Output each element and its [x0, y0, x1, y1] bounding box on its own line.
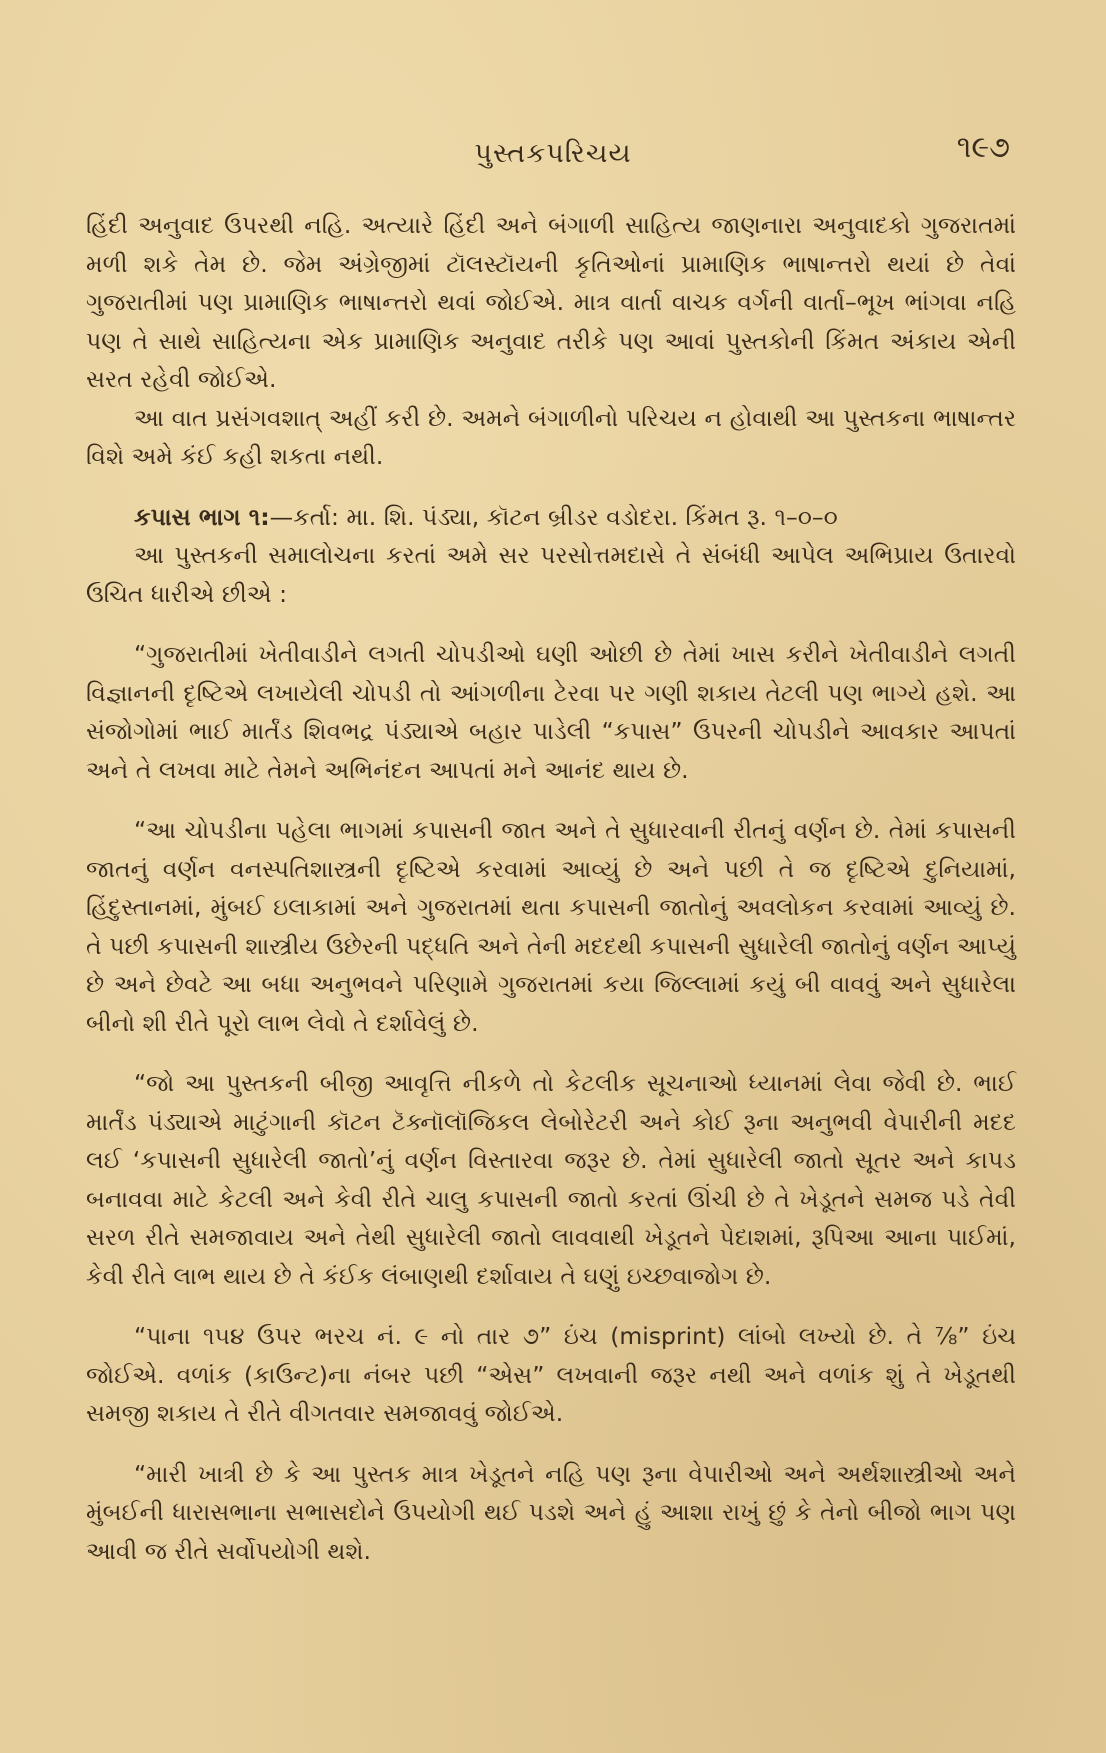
book-entry: [86, 498, 1016, 537]
book-title: કપાસ ભાગ ૧:: [134, 502, 270, 531]
quote-paragraph: “આ ચોપડીના પહેલા ભાગમાં કપાસની જાત અને તે સુધારવાની રીતનું વર્ણન છે. તેમાં કપાસની જાતનું વર્ણન વનસ્પતિશાસ્ત્રની દૃષ્ટિએ કરવામાં આવ્યું છે અને પછી તે જ દૃષ્ટિએ દુનિયામાં, હિંદુસ્તાનમાં, મુંબઈ ઇલાકામાં અને ગુજરાતમાં થતા કપાસની જાતોનું અવલોકન કરવામાં આવ્યું છે. તે પછી કપાસની શાસ્ત્રીય ઉછેરની પદ્ધતિ અને તેની મદદથી કપાસની સુધારેલી જાતોનું વર્ણન આપ્યું છે અને છેવટે આ બધા અનુભવને પરિણામે ગુજરાતમાં કયા જિલ્લામાં કયું બી વાવવું અને સુધારેલા બીનો શી રીતે પૂરો લાભ લેવો તે દર્શાવેલું છે.: [86, 816, 1016, 1037]
running-title: પુસ્તકપરિચય: [474, 138, 632, 169]
paragraph: આ પુસ્તકની સમાલોચના કરતાં અમે સર પરસોત્તમદાસે તે સંબંધી આપેલ અભિપ્રાય ઉતારવો ઉચિત ધારીએ છીએ :: [86, 541, 1016, 608]
paragraph: હિંદી અનુવાદ ઉપરથી નહિ. અત્યારે હિંદી અને બંગાળી સાહિત્ય જાણનારા અનુવાદકો ગુજરાતમાં મળી શકે તેમ છે. જેમ અંગ્રેજીમાં ટૉલસ્ટૉયની કૃતિઓનાં પ્રામાણિક ભાષાન્તરો થયાં છે તેવાં ગુજરાતીમાં પણ પ્રામાણિક ભાષાન્તરો થવાં જોઈએ. માત્ર વાર્તા વાચક વર્ગની વાર્તા–ભૂખ ભાંગવા નહિ પણ તે સાથે સાહિત્યના એક પ્રામાણિક અનુવાદ તરીકે પણ આવાં પુસ્તકોની કિંમત અંકાય એની સરત રહેવી જોઈએ.: [86, 211, 1016, 393]
quote-paragraph: “મારી ખાત્રી છે કે આ પુસ્તક માત્ર ખેડૂતને નહિ પણ રૂના વેપારીઓ અને અર્થશાસ્ત્રીઓ અને મુંબઈની ધારાસભાના સભાસદોને ઉપયોગી થઈ પડશે અને હું આશા રાખું છું કે તેનો બીજો ભાગ પણ આવી જ રીતે સર્વોપયોગી થશે.: [86, 1459, 1016, 1565]
book-details: —કર્તા: મા. શિ. પંડ્યા, કૉટન બ્રીડર વડોદરા. કિંમત રૂ. ૧–૦–૦: [269, 502, 838, 531]
quote-paragraph: “જો આ પુસ્તકની બીજી આવૃત્તિ નીકળે તો કેટલીક સૂચનાઓ ધ્યાનમાં લેવા જેવી છે. ભાઈ માર્તંડ પંડ્યાએ માટુંગાની કૉટન ટૅક્નૉલૉજિકલ લેબોરેટરી અને કોઈ રૂના અનુભવી વેપારીની મદદ લઈ ‘કપાસની સુધારેલી જાતો’નું વર્ણન વિસ્તારવા જરૂર છે. તેમાં સુધારેલી જાતો સૂતર અને કાપડ બનાવવા માટે કેટલી અને કેવી રીતે ચાલુ કપાસની જાતો કરતાં ઊંચી છે તે ખેડૂતને સમજ પડે તેવી સરળ રીતે સમજાવાય અને તેથી સુધારેલી જાતો લાવવાથી ખેડૂતને પેદાશમાં, રૂપિઆ આના પાઈમાં, કેવી રીતે લાભ થાય છે તે કંઈક લંબાણથી દર્શાવાય તે ઘણું ઇચ્છવાજોગ છે.: [86, 1069, 1016, 1290]
page-number: ૧૯૭: [956, 130, 1010, 165]
quote-paragraph: “પાના ૧૫૪ ઉપર ભરચ નં. ૯ નો તાર ૭” ઇંચ (misprint) લાંબો લખ્યો છે. તે ⅞” ઇંચ જોઈએ. વળાંક (કાઉન્ટ)ના નંબર પછી “એસ” લખવાની જરૂર નથી અને વળાંક શું તે ખેડૂતથી સમજી શકાય તે રીતે વીગતવાર સમજાવવું જોઈએ.: [86, 1322, 1016, 1427]
paragraph: આ વાત પ્રસંગવશાત્ અહીં કરી છે. અમને બંગાળીનો પરિચય ન હોવાથી આ પુસ્તકના ભાષાન્તર વિશે અમે કંઈ કહી શકતા નથી.: [86, 403, 1016, 470]
quote-paragraph: “ગુજરાતીમાં ખેતીવાડીને લગતી ચોપડીઓ ઘણી ઓછી છે તેમાં ખાસ કરીને ખેતીવાડીને લગતી વિજ્ઞાનની દૃષ્ટિએ લખાયેલી ચોપડી તો આંગળીના ટેરવા પર ગણી શકાય તેટલી પણ ભાગ્યે હશે. આ સંજોગોમાં ભાઈ માર્તંડ શિવભદ્ર પંડ્યાએ બહાર પાડેલી “કપાસ” ઉપરની ચોપડીને આવકાર આપતાં અને તે લખવા માટે તેમને અભિનંદન આપતાં મને આનંદ થાય છે.: [86, 640, 1016, 784]
page-body: [86, 206, 1016, 1570]
